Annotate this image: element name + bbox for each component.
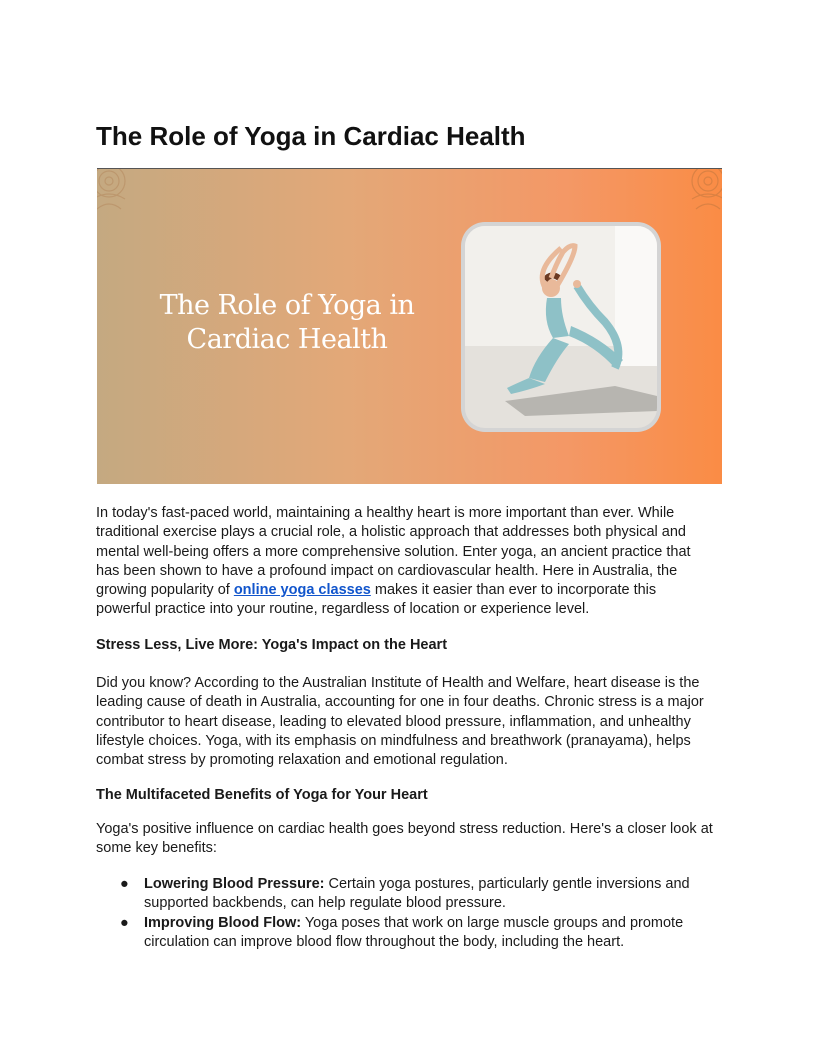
text-fragment: makes it easier than ever to incorporate this [370,582,657,599]
text-line: supported backbends, can help regulate blood pressure. [144,895,506,912]
text-line: circulation can improve blood flow throughout the body, including the heart. [144,933,625,950]
page-title: The Role of Yoga in Cardiac Health [96,121,526,151]
online-yoga-classes-link[interactable]: online yoga classes [233,582,371,599]
list-item [96,875,722,914]
hero-title [157,289,417,357]
bullet-text: Yoga poses that work on large muscle groups and promote [301,914,684,931]
list-item [96,914,722,953]
yoga-pose-photo [465,226,657,428]
text-line: Did you know? According to the Australian Institute of Health and Welfare, heart disease is the [96,675,700,691]
hero-banner-image [97,168,722,484]
hero-title-line: Cardiac Health [186,324,388,355]
text-line: contributor to heart disease, leading to elevated blood pressure, inflammation, and unhealthy [96,713,691,730]
section-heading-benefits: The Multifaceted Benefits of Yoga for Your Heart [96,787,428,803]
bullet-label: Lowering Blood Pressure: [144,876,325,892]
hero-title-line: The Role of Yoga in [159,290,415,321]
text-line: In today's fast-paced world, maintaining a healthy heart is more important than ever. While [96,505,675,521]
text-line: traditional exercise plays a crucial role, a holistic approach that addresses both physical and [96,524,686,541]
text-line [144,914,722,933]
bullet-label: Improving Blood Flow: [144,914,302,931]
text-fragment: growing popularity of [96,582,234,599]
bullet-text: Certain yoga postures, particularly gentle inversions and [324,876,690,892]
text-line: lifestyle choices. Yoga, with its emphasis on mindfulness and breathwork (pranayama), helps [96,732,691,749]
mandala-ornament-icon [97,169,149,229]
intro-paragraph [96,504,691,620]
mandala-ornament-icon [668,169,722,229]
section-heading-stress: Stress Less, Live More: Yoga's Impact on the Heart [96,637,448,653]
bullet-icon: ● [120,914,129,931]
photo-frame [461,222,661,432]
text-line: Yoga's positive influence on cardiac health goes beyond stress reduction. Here's a closer look at [96,821,713,837]
stress-paragraph [96,674,704,770]
text-line [96,581,691,600]
bullet-icon: ● [120,876,129,892]
text-line: mental well-being offers a more comprehensive solution. Enter yoga, an ancient practice that [96,543,691,560]
text-line: powerful practice into your routine, regardless of location or experience level. [96,601,590,618]
text-line: some key benefits: [96,840,217,857]
benefits-intro-paragraph [96,820,713,859]
text-line: combat stress by promoting relaxation and emotional regulation. [96,752,508,769]
text-line: has been shown to have a profound impact on cardiovascular health. Here in Australia, the [96,562,678,579]
benefits-list [96,875,722,952]
text-line [144,875,722,894]
text-line: leading cause of death in Australia, accounting for one in four deaths. Chronic stress is a major [96,694,704,711]
yoga-pose-icon [465,226,657,428]
